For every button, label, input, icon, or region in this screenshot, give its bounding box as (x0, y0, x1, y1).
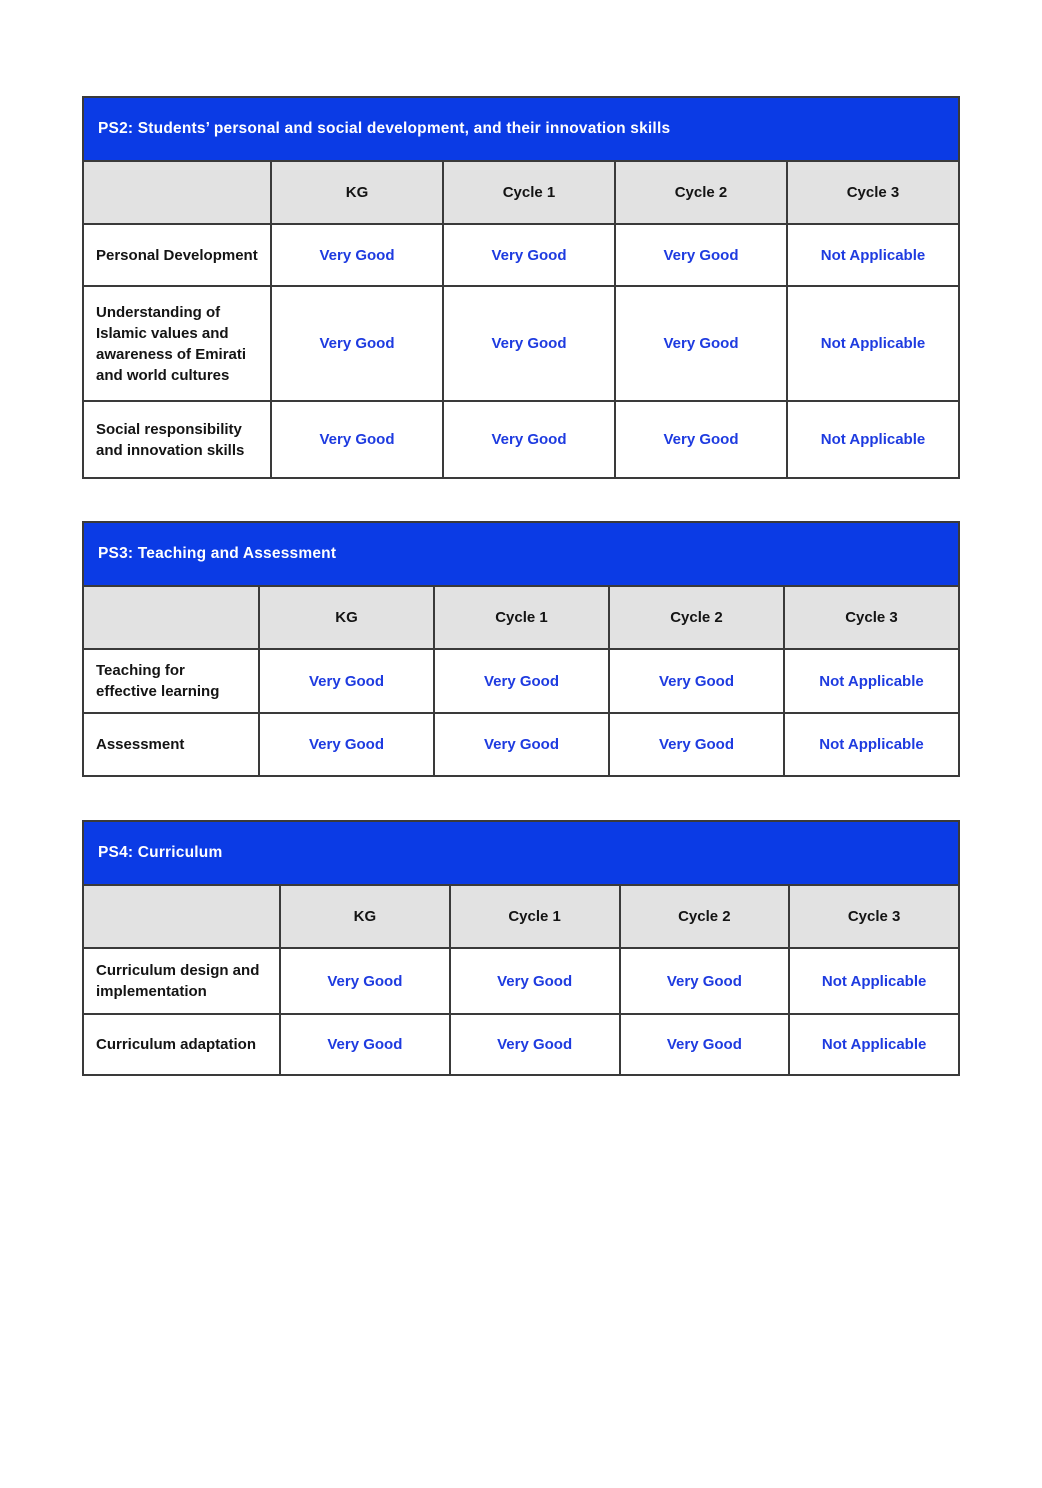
column-header-kg: KG (259, 586, 434, 649)
table-title-row (83, 821, 959, 885)
rating-cell: Very Good (609, 713, 784, 776)
table-title-ps4: PS4: Curriculum (83, 821, 959, 885)
rating-cell: Not Applicable (784, 649, 959, 713)
column-header-cycle3: Cycle 3 (789, 885, 959, 948)
row-label: Teaching for effective learning (83, 649, 259, 713)
rating-cell: Not Applicable (787, 286, 959, 401)
column-header-cycle3: Cycle 3 (787, 161, 959, 224)
table-row (83, 224, 959, 286)
row-label: Personal Development (83, 224, 271, 286)
rating-cell: Very Good (450, 948, 620, 1014)
table-gap (82, 777, 960, 820)
column-header-cycle2: Cycle 2 (620, 885, 790, 948)
column-header-kg: KG (271, 161, 443, 224)
rating-cell: Not Applicable (789, 948, 959, 1014)
table-title-row (83, 522, 959, 586)
table-title-ps3: PS3: Teaching and Assessment (83, 522, 959, 586)
table-title-ps2: PS2: Students’ personal and social development, and their innovation skills (83, 97, 959, 161)
rating-cell: Very Good (280, 1014, 450, 1075)
rating-cell: Very Good (259, 713, 434, 776)
column-header-kg: KG (280, 885, 450, 948)
column-header-cycle3: Cycle 3 (784, 586, 959, 649)
table-row (83, 948, 959, 1014)
rating-cell: Not Applicable (787, 401, 959, 478)
table-gap (82, 479, 960, 521)
rating-cell: Very Good (615, 286, 787, 401)
rating-cell: Not Applicable (787, 224, 959, 286)
row-label: Curriculum design and implementation (83, 948, 280, 1014)
row-label: Assessment (83, 713, 259, 776)
rating-cell: Not Applicable (789, 1014, 959, 1075)
rating-table-ps3 (82, 521, 960, 777)
rating-cell: Not Applicable (784, 713, 959, 776)
column-header-row (83, 586, 959, 649)
rating-cell: Very Good (434, 649, 609, 713)
row-label: Curriculum adaptation (83, 1014, 280, 1075)
table-row (83, 649, 959, 713)
rating-table-ps2 (82, 96, 960, 479)
rating-cell: Very Good (259, 649, 434, 713)
rating-cell: Very Good (443, 401, 615, 478)
table-row (83, 1014, 959, 1075)
table-row (83, 286, 959, 401)
rating-cell: Very Good (609, 649, 784, 713)
rating-cell: Very Good (450, 1014, 620, 1075)
rating-cell: Very Good (620, 948, 790, 1014)
rating-cell: Very Good (271, 401, 443, 478)
column-header-cycle1: Cycle 1 (443, 161, 615, 224)
rating-cell: Very Good (271, 286, 443, 401)
rating-table-ps4 (82, 820, 960, 1076)
rating-cell: Very Good (434, 713, 609, 776)
column-header-empty (83, 885, 280, 948)
column-header-cycle1: Cycle 1 (434, 586, 609, 649)
column-header-cycle2: Cycle 2 (609, 586, 784, 649)
row-label: Understanding of Islamic values and awareness of Emirati and world cultures (83, 286, 271, 401)
rating-cell: Very Good (271, 224, 443, 286)
table-row (83, 713, 959, 776)
table-title-row (83, 97, 959, 161)
row-label: Social responsibility and innovation skills (83, 401, 271, 478)
rating-cell: Very Good (615, 224, 787, 286)
column-header-cycle1: Cycle 1 (450, 885, 620, 948)
column-header-row (83, 161, 959, 224)
column-header-empty (83, 161, 271, 224)
rating-cell: Very Good (443, 224, 615, 286)
rating-cell: Very Good (280, 948, 450, 1014)
rating-cell: Very Good (615, 401, 787, 478)
column-header-row (83, 885, 959, 948)
rating-cell: Very Good (443, 286, 615, 401)
table-row (83, 401, 959, 478)
column-header-empty (83, 586, 259, 649)
column-header-cycle2: Cycle 2 (615, 161, 787, 224)
rating-cell: Very Good (620, 1014, 790, 1075)
